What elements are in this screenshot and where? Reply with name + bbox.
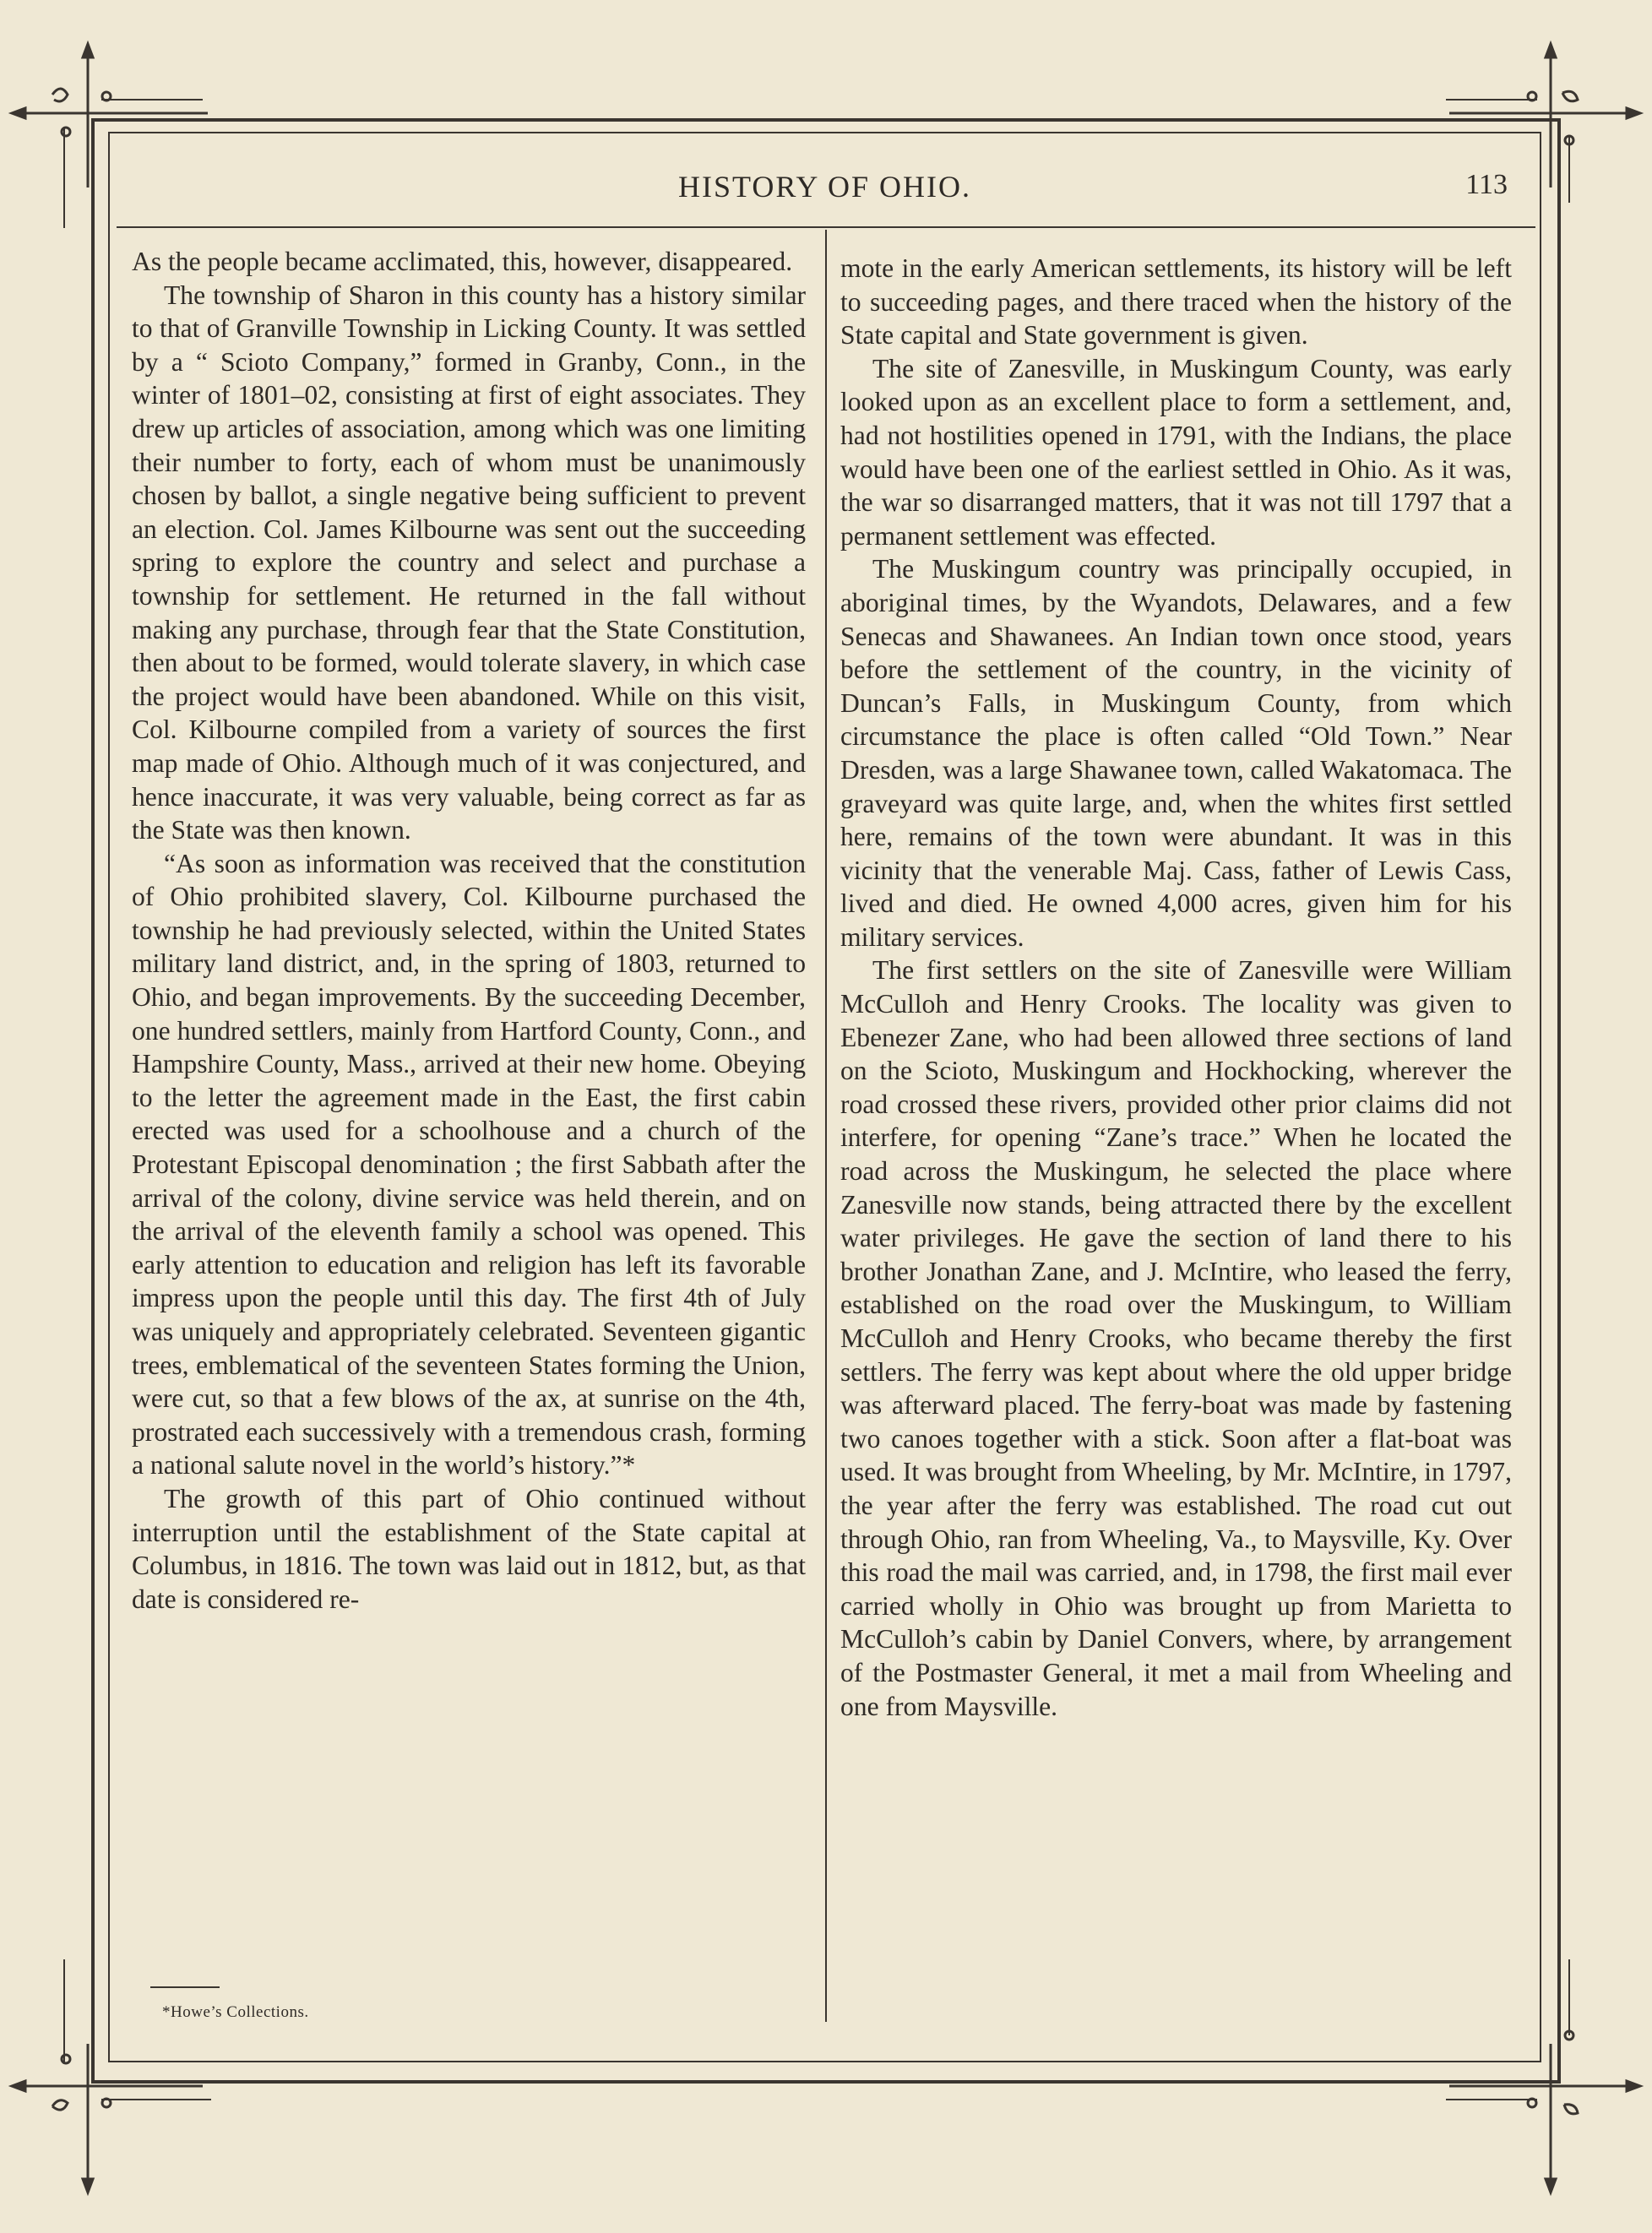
footnote-rule xyxy=(150,1986,220,1988)
column-divider xyxy=(825,230,827,2022)
paragraph: mote in the early American settlements, its history will be left to succeeding pages, and there traced when the history of the State capital and State government is given. xyxy=(840,253,1512,350)
paragraph: The first settlers on the site of Zanesville were William McCulloh and Henry Crooks. The locality was given to Ebenezer Zane, who had been allowed three sections of land on the Scioto, Muskingum and Hockhocking, wherever the road crossed these rivers, provided other prior claims did not interfere, for opening “Zane’s trace.” When he located the road across the Muskingum, he selected the place where Zanesville now stands, being attracted there by the excellent water privileges. He gave the section of land there to his brother Jonathan Zane, and J. McIntire, who leased the ferry, established on the road over the Muskingum, to William McCulloh and Henry Crooks, who became thereby the first settlers. The ferry was kept about where the old upper bridge was afterward placed. The ferry-boat was made by fastening two canoes together with a stick. Soon after a flat-boat was used. It was brought from Wheeling, by Mr. McIntire, in 1797, the year after the ferry was established. The road cut out through Ohio, ran from Wheeling, Va., to Maysville, Ky. Over this road the mail was carried, and, in 1798, the first mail ever carried wholly in Ohio was brought up from Marietta to McCulloh’s cabin by Daniel Convers, where, by arrangement of the Postmaster General, it met a mail from Wheeling and one from Maysville. xyxy=(840,955,1512,1721)
footnote: *Howe’s Collections. xyxy=(162,2003,309,2021)
right-column xyxy=(840,252,1512,1723)
paragraph: The Muskingum country was principally occupied, in aboriginal times, by the Wyandots, Delawares, and a few Senecas and Shawanees. An Indian town once stood, years before the settlement of the country, in the vicinity of Duncan’s Falls, in Muskingum County, from which circumstance the place is often called “Old Town.” Near Dresden, was a large Shawanee town, called Wakatomaca. The graveyard was quite large, and, when the whites first settled here, remains of the town were abundant. It was in this vicinity that the venerable Maj. Cass, father of Lewis Cass, lived and died. He owned 4,000 acres, given him for his military services. xyxy=(840,554,1512,952)
page-title: HISTORY OF OHIO. xyxy=(677,170,972,204)
paragraph: The growth of this part of Ohio continued without interruption until the establishment of the State capital at Columbus, in 1816. The town was laid out in 1812, but, as that date is considered re- xyxy=(132,1483,806,1614)
header-rule xyxy=(117,226,1535,228)
paragraph: As the people became acclimated, this, however, disappeared. xyxy=(132,247,793,276)
paragraph: The site of Zanesville, in Muskingum County, was early looked upon as an excellent place to form a settlement, and, had not hostilities opened in 1791, with the Indians, the place would have been one of the earliest settled in Ohio. As it was, the war so disarranged matters, that it was not till 1797 that a permanent settlement was effected. xyxy=(840,353,1512,551)
paragraph: “As soon as information was received that the constitution of Ohio prohibited slavery, Col. Kilbourne purchased the township he had previously selected, within the United States military land district, and, in the spring of 1803, returned to Ohio, and began improvements. By the succeeding December, one hundred settlers, mainly from Hartford County, Conn., and Hampshire County, Mass., arrived at their new home. Obeying to the letter the agreement made in the East, the first cabin erected was used for a schoolhouse and a church of the Protestant Episcopal denomination ; the first Sabbath after the arrival of the colony, divine service was held therein, and on the arrival of the eleventh family a school was opened. This early attention to education and religion has left its favorable impress upon the people until this day. The first 4th of July was uniquely and appropriately celebrated. Seventeen gigantic trees, emblematical of the seventeen States forming the Union, were cut, so that a few blows of the ax, at sunrise on the 4th, prostrated each successively with a tremendous crash, forming a national salute novel in the world’s history.”* xyxy=(132,848,806,1481)
running-header xyxy=(108,169,1541,220)
left-column xyxy=(132,245,806,1616)
paragraph: The township of Sharon in this county has a history similar to that of Granville Township in Licking County. It was settled by a “ Scioto Company,” formed in Granby, Conn., in the winter of 1801–02, consisting at first of eight associates. They drew up articles of association, among which was one limiting their number to forty, each of whom must be unanimously chosen by ballot, a single negative being sufficient to prevent an election. Col. James Kilbourne was sent out the succeeding spring to explore the country and select and purchase a township for settlement. He returned in the fall without making any purchase, through fear that the State Constitution, then about to be formed, would tolerate slavery, in which case the project would have been abandoned. While on this visit, Col. Kilbourne compiled from a variety of sources the first map made of Ohio. Although much of it was conjectured, and hence inaccurate, it was very valuable, being correct as far as the State was then known. xyxy=(132,280,806,845)
page-number: 113 xyxy=(1465,169,1508,200)
